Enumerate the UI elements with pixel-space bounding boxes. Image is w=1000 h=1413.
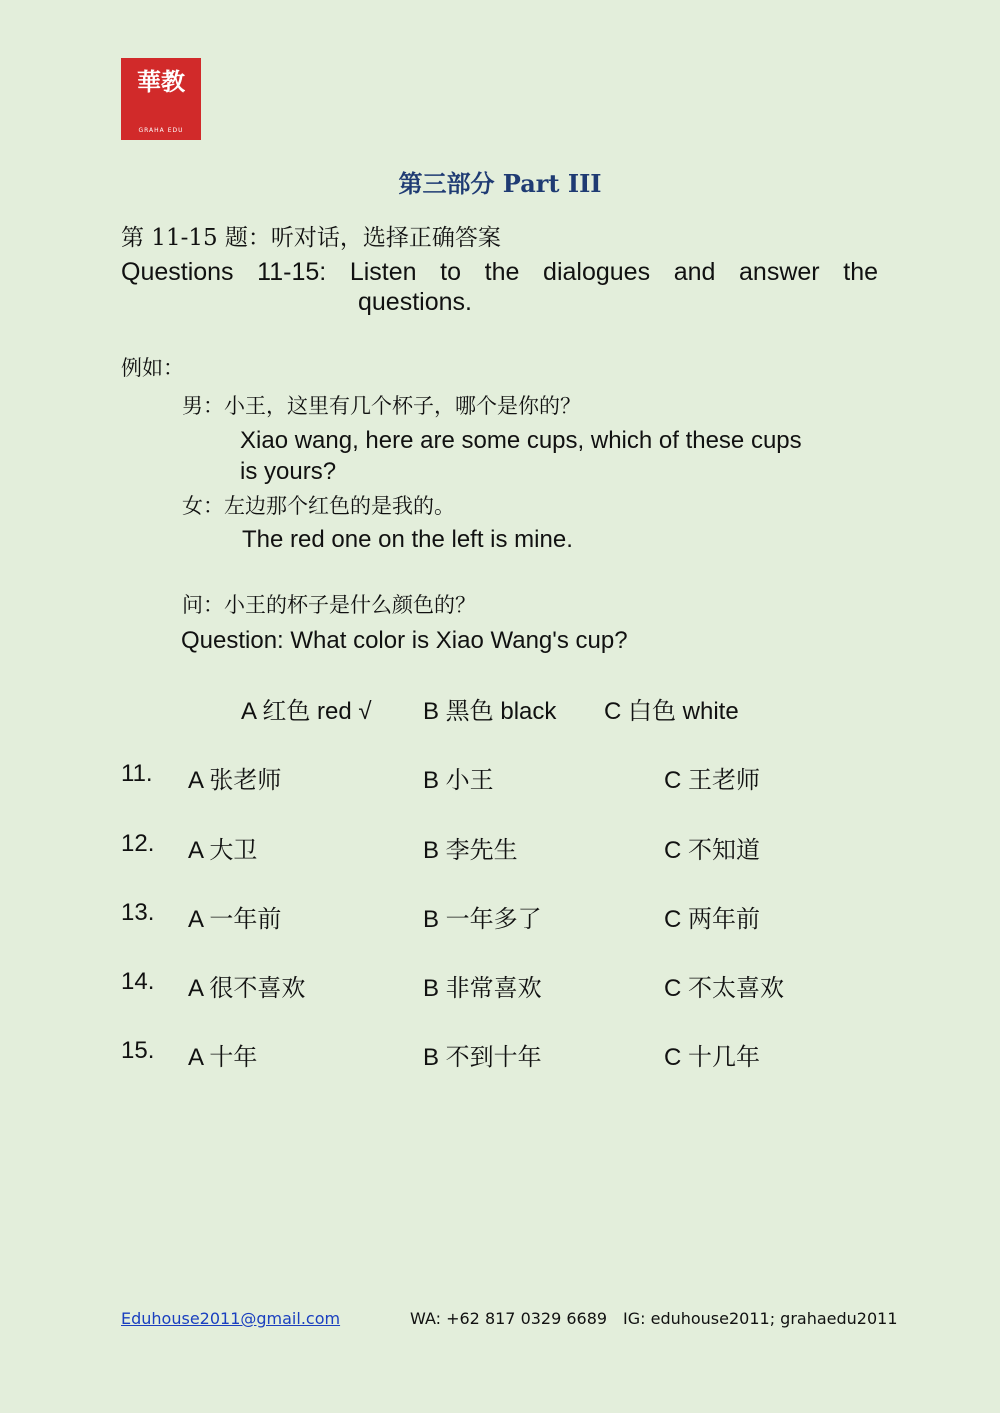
footer-email-link[interactable]: Eduhouse2011@gmail.com (121, 1309, 341, 1328)
example-female-zh: 女：左边那个红色的是我的。 (182, 494, 455, 518)
question-option-a: A 很不喜欢 (188, 975, 306, 1002)
question-option-c: C 王老师 (664, 767, 760, 794)
example-male-en-line1: Xiao wang, here are some cups, which of these cups (240, 427, 802, 454)
logo-mark: 華教 (137, 67, 185, 96)
question-number: 14. (121, 968, 155, 995)
footer-whatsapp: WA: +62 817 0329 6689 (410, 1309, 608, 1328)
example-option-c: C 白色 white (604, 698, 739, 725)
question-option-b: B 小王 (423, 767, 494, 794)
example-male-zh: 男：小王，这里有几个杯子，哪个是你的？ (182, 394, 581, 418)
instructions-en-line1: Questions 11-15: Listen to the dialogues and answer the (121, 258, 878, 286)
logo-caption: GRAHA EDU (138, 127, 184, 134)
question-option-a: A 一年前 (188, 906, 282, 933)
question-option-b: B 李先生 (423, 837, 518, 864)
example-question-en: Question: What color is Xiao Wang's cup? (181, 627, 628, 654)
question-number: 12. (121, 830, 155, 857)
question-option-b: B 不到十年 (423, 1044, 542, 1071)
question-option-a: A 十年 (188, 1044, 258, 1071)
example-male-en-line2: is yours? (240, 458, 337, 485)
question-option-c: C 不太喜欢 (664, 975, 784, 1002)
question-number: 13. (121, 899, 155, 926)
example-question-zh: 问：小王的杯子是什么颜色的？ (182, 593, 476, 617)
question-number: 15. (121, 1037, 155, 1064)
question-number: 11. (121, 760, 153, 787)
question-option-a: A 张老师 (188, 767, 282, 794)
example-label: 例如： (121, 356, 184, 380)
section-title: 第三部分 Part III (398, 169, 602, 198)
instructions-zh: 第 11-15 题：听对话，选择正确答案 (121, 225, 501, 251)
question-option-c: C 两年前 (664, 906, 760, 933)
question-option-c: C 十几年 (664, 1044, 760, 1071)
example-option-b: B 黑色 black (423, 698, 557, 725)
question-option-b: B 一年多了 (423, 906, 542, 933)
logo (121, 58, 201, 140)
example-female-en: The red one on the left is mine. (242, 526, 573, 553)
footer-instagram: IG: eduhouse2011; grahaedu2011 (623, 1309, 898, 1328)
question-option-c: C 不知道 (664, 837, 760, 864)
instructions-en-line2: questions. (358, 288, 472, 316)
question-option-b: B 非常喜欢 (423, 975, 542, 1002)
question-option-a: A 大卫 (188, 837, 258, 864)
example-option-a: A 红色 red √ (241, 698, 372, 725)
